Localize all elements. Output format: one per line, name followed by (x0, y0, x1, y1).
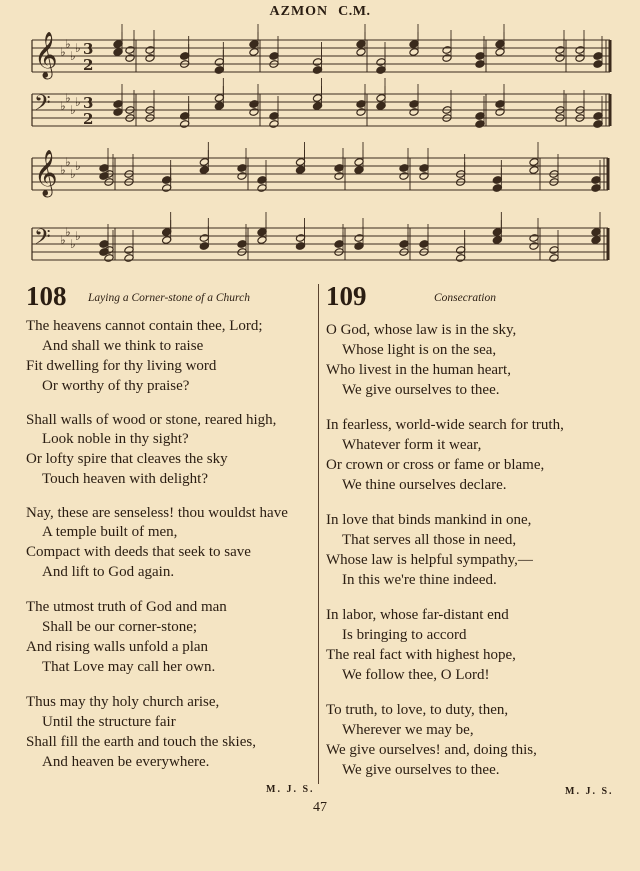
stanza (326, 320, 616, 400)
verse-line: Or worthy of thy praise? (42, 378, 190, 394)
verse-line: We give ourselves! and, doing this, (326, 742, 537, 758)
flat-icon: ♭ (70, 167, 76, 181)
verse-line: Is bringing to accord (342, 627, 467, 643)
flat-icon: ♭ (75, 159, 81, 173)
hymn-number: 108 (26, 281, 67, 311)
bass-clef-icon: 𝄢 (34, 91, 51, 121)
flat-icon: ♭ (65, 37, 71, 51)
verse-line: The utmost truth of God and man (26, 599, 227, 615)
verse-line: Fit dwelling for thy living word (26, 358, 217, 374)
flat-icon: ♭ (70, 103, 76, 117)
verse-line: Or lofty spire that cleaves the sky (26, 451, 228, 467)
hymn-subtitle: Consecration (434, 292, 496, 304)
tune-name: AZMON (269, 4, 329, 19)
flat-icon: ♭ (70, 237, 76, 251)
verse-line: In labor, whose far-distant end (326, 607, 509, 623)
stanza (26, 316, 314, 396)
stanza (326, 510, 616, 590)
flat-icon: ♭ (75, 95, 81, 109)
flat-icon: ♭ (65, 155, 71, 169)
tune-meter: C.M. (338, 4, 371, 19)
stanza (26, 504, 314, 582)
verse-line: In love that binds mankind in one, (326, 512, 532, 528)
verse-line: Until the structure fair (42, 714, 176, 730)
verse-line: Shall be our corner-stone; (42, 619, 198, 635)
time-signature: 3 (83, 94, 94, 112)
flat-icon: ♭ (65, 225, 71, 239)
author-credit: M. J. S. (565, 786, 614, 797)
author-credit: M. J. S. (266, 784, 315, 795)
verse-line: Compact with deeds that seek to save (26, 544, 251, 560)
hymn-number: 109 (326, 281, 367, 311)
verse-line: Whose light is on the sea, (342, 342, 497, 358)
verse-line: Whatever form it wear, (342, 437, 482, 453)
stanza (326, 700, 616, 780)
stanza (326, 415, 616, 495)
verse-line: To truth, to love, to duty, then, (326, 702, 509, 718)
verse-line: O God, whose law is in the sky, (326, 322, 517, 338)
music-score (0, 0, 640, 275)
verse-line: Or crown or cross or fame or blame, (326, 457, 545, 473)
verse-line: In this we're thine indeed. (342, 572, 497, 588)
treble-clef-icon: 𝄞 (34, 150, 58, 196)
hymn-109 (326, 282, 616, 795)
verse-line: Whose law is helpful sympathy,— (326, 552, 533, 568)
verse-line: We thine ourselves declare. (342, 477, 507, 493)
flat-icon: ♭ (60, 163, 66, 177)
verse-line: Thus may thy holy church arise, (26, 694, 220, 710)
verse-line: And rising walls unfold a plan (26, 639, 209, 655)
column-divider (318, 284, 319, 784)
time-signature: 3 (83, 40, 94, 58)
flat-icon: ♭ (60, 45, 66, 59)
stanza (326, 605, 616, 685)
verse-line: Nay, these are senseless! thou wouldst have (26, 505, 288, 521)
verse-line: The real fact with highest hope, (326, 647, 516, 663)
hymn-108 (26, 282, 314, 787)
stanza (26, 597, 314, 677)
treble-clef-icon: 𝄞 (34, 32, 58, 78)
verse-line: Shall fill the earth and touch the skies, (26, 734, 256, 750)
verse-line: We follow thee, O Lord! (342, 667, 490, 683)
flat-icon: ♭ (60, 99, 66, 113)
verse-line: The heavens cannot contain thee, Lord; (26, 318, 263, 334)
page-number: 47 (313, 800, 327, 815)
verse-line: Look noble in thy sight? (42, 431, 189, 447)
verse-line: That serves all those in need, (342, 532, 517, 548)
flat-icon: ♭ (70, 49, 76, 63)
verse-line: And shall we think to raise (42, 338, 204, 354)
verse-line: Who livest in the human heart, (326, 362, 511, 378)
verse-line: We give ourselves to thee. (342, 762, 500, 778)
hymn-subtitle: Laying a Corner-stone of a Church (88, 292, 250, 304)
verse-line: And lift to God again. (42, 564, 175, 580)
verse-line: And heaven be everywhere. (42, 754, 210, 770)
flat-icon: ♭ (75, 229, 81, 243)
verse-line: Touch heaven with delight? (42, 471, 208, 487)
bass-clef-icon: 𝄢 (34, 225, 51, 255)
verse-line: We give ourselves to thee. (342, 382, 500, 398)
verse-line: Wherever we may be, (342, 722, 474, 738)
time-signature: 2 (83, 110, 94, 128)
stanza (26, 411, 314, 489)
flat-icon: ♭ (60, 233, 66, 247)
verse-line: Shall walls of wood or stone, reared high, (26, 412, 277, 428)
flat-icon: ♭ (75, 41, 81, 55)
verse-line: That Love may call her own. (42, 659, 216, 675)
stanza (26, 692, 314, 772)
verse-line: A temple built of men, (42, 524, 178, 540)
time-signature: 2 (83, 56, 94, 74)
flat-icon: ♭ (65, 91, 71, 105)
verse-line: In fearless, world-wide search for truth, (326, 417, 564, 433)
